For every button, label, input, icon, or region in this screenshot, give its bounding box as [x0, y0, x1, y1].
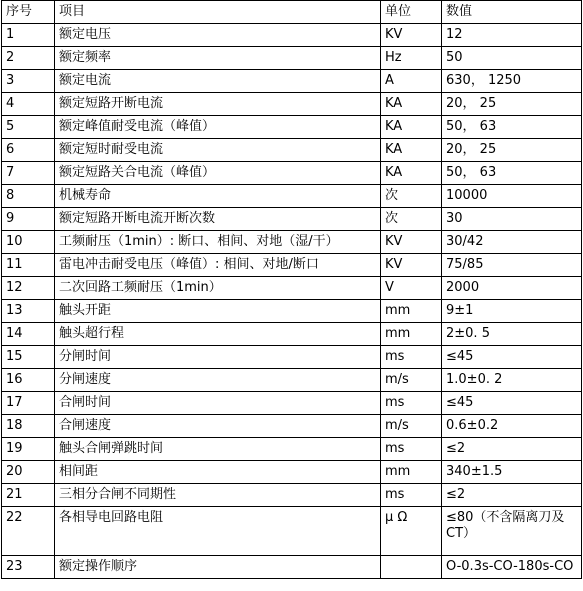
- cell-item: 额定操作顺序: [55, 556, 381, 579]
- table-row: [2, 139, 582, 162]
- cell-no: 21: [2, 484, 55, 507]
- cell-no: 2: [2, 47, 55, 70]
- table-row: [2, 369, 582, 392]
- cell-no: 17: [2, 392, 55, 415]
- cell-value: 630， 1250: [442, 70, 582, 93]
- table-row: [2, 461, 582, 484]
- cell-no: 3: [2, 70, 55, 93]
- cell-no: 1: [2, 24, 55, 47]
- cell-item: 额定电压: [55, 24, 381, 47]
- cell-unit: 次: [381, 208, 442, 231]
- cell-no: 11: [2, 254, 55, 277]
- header-row: [2, 1, 582, 24]
- cell-value: 30: [442, 208, 582, 231]
- cell-unit: ms: [381, 392, 442, 415]
- cell-unit: Hz: [381, 47, 442, 70]
- cell-item: 额定短路关合电流（峰值）: [55, 162, 381, 185]
- table-row: [2, 70, 582, 93]
- table-row: [2, 116, 582, 139]
- cell-item: 合闸时间: [55, 392, 381, 415]
- table-row: [2, 556, 582, 579]
- table-row: [2, 208, 582, 231]
- cell-unit: μ Ω: [381, 507, 442, 556]
- cell-unit: [381, 556, 442, 579]
- cell-no: 9: [2, 208, 55, 231]
- cell-unit: KV: [381, 231, 442, 254]
- cell-item: 雷电冲击耐受电压（峰值）: 相间、对地/断口: [55, 254, 381, 277]
- cell-value: 20， 25: [442, 93, 582, 116]
- cell-no: 4: [2, 93, 55, 116]
- cell-unit: KA: [381, 116, 442, 139]
- cell-unit: KV: [381, 24, 442, 47]
- cell-no: 20: [2, 461, 55, 484]
- header-unit: 单位: [381, 1, 442, 24]
- cell-item: 分闸时间: [55, 346, 381, 369]
- cell-value: 50， 63: [442, 116, 582, 139]
- cell-value: ≤2: [442, 438, 582, 461]
- spec-table: [1, 0, 582, 579]
- cell-item: 额定短路开断电流: [55, 93, 381, 116]
- table-row: [2, 24, 582, 47]
- cell-unit: mm: [381, 300, 442, 323]
- cell-item: 机械寿命: [55, 185, 381, 208]
- cell-no: 23: [2, 556, 55, 579]
- cell-value: 10000: [442, 185, 582, 208]
- cell-unit: 次: [381, 185, 442, 208]
- cell-no: 16: [2, 369, 55, 392]
- table-row: [2, 277, 582, 300]
- cell-unit: ms: [381, 346, 442, 369]
- cell-item: 触头合闸弹跳时间: [55, 438, 381, 461]
- cell-no: 8: [2, 185, 55, 208]
- cell-no: 6: [2, 139, 55, 162]
- cell-value: 0.6±0.2: [442, 415, 582, 438]
- cell-item: 二次回路工频耐压（1min）: [55, 277, 381, 300]
- cell-item: 触头开距: [55, 300, 381, 323]
- cell-no: 10: [2, 231, 55, 254]
- table-row: [2, 300, 582, 323]
- table-row: [2, 484, 582, 507]
- cell-value: 20， 25: [442, 139, 582, 162]
- cell-value: ≤45: [442, 346, 582, 369]
- cell-no: 13: [2, 300, 55, 323]
- table-row: [2, 392, 582, 415]
- cell-value: ≤45: [442, 392, 582, 415]
- cell-unit: m/s: [381, 369, 442, 392]
- cell-item: 额定电流: [55, 70, 381, 93]
- table-row: [2, 415, 582, 438]
- cell-item: 额定峰值耐受电流（峰值）: [55, 116, 381, 139]
- cell-unit: KA: [381, 93, 442, 116]
- cell-unit: KA: [381, 139, 442, 162]
- cell-no: 19: [2, 438, 55, 461]
- cell-value: 75/85: [442, 254, 582, 277]
- cell-unit: A: [381, 70, 442, 93]
- header-no: 序号: [2, 1, 55, 24]
- header-value: 数值: [442, 1, 582, 24]
- cell-unit: KV: [381, 254, 442, 277]
- table-row: [2, 507, 582, 556]
- cell-no: 12: [2, 277, 55, 300]
- cell-value: ≤2: [442, 484, 582, 507]
- table-row: [2, 162, 582, 185]
- cell-item: 工频耐压（1min）: 断口、相间、对地（湿/干）: [55, 231, 381, 254]
- table-row: [2, 254, 582, 277]
- cell-value: 50， 63: [442, 162, 582, 185]
- table-row: [2, 438, 582, 461]
- cell-value: 2000: [442, 277, 582, 300]
- cell-value: 1.0±0. 2: [442, 369, 582, 392]
- cell-value: 340±1.5: [442, 461, 582, 484]
- table-row: [2, 231, 582, 254]
- cell-no: 7: [2, 162, 55, 185]
- header-item: 项目: [55, 1, 381, 24]
- cell-unit: KA: [381, 162, 442, 185]
- table-row: [2, 47, 582, 70]
- cell-value: ≤80（不含隔离刀及 CT）: [442, 507, 582, 556]
- cell-item: 分闸速度: [55, 369, 381, 392]
- cell-value: 50: [442, 47, 582, 70]
- cell-item: 各相导电回路电阻: [55, 507, 381, 556]
- cell-value: 9±1: [442, 300, 582, 323]
- cell-item: 额定短路开断电流开断次数: [55, 208, 381, 231]
- table-row: [2, 93, 582, 116]
- cell-unit: ms: [381, 438, 442, 461]
- cell-no: 15: [2, 346, 55, 369]
- cell-unit: V: [381, 277, 442, 300]
- cell-item: 额定频率: [55, 47, 381, 70]
- table-row: [2, 346, 582, 369]
- cell-value: 2±0. 5: [442, 323, 582, 346]
- cell-no: 5: [2, 116, 55, 139]
- cell-no: 14: [2, 323, 55, 346]
- table-row: [2, 185, 582, 208]
- cell-value: 12: [442, 24, 582, 47]
- cell-unit: ms: [381, 484, 442, 507]
- table-row: [2, 323, 582, 346]
- cell-unit: m/s: [381, 415, 442, 438]
- cell-no: 18: [2, 415, 55, 438]
- cell-item: 额定短时耐受电流: [55, 139, 381, 162]
- cell-item: 合闸速度: [55, 415, 381, 438]
- cell-item: 触头超行程: [55, 323, 381, 346]
- cell-item: 三相分合闸不同期性: [55, 484, 381, 507]
- cell-item: 相间距: [55, 461, 381, 484]
- cell-unit: mm: [381, 323, 442, 346]
- cell-no: 22: [2, 507, 55, 556]
- cell-value: O-0.3s-CO-180s-CO: [442, 556, 582, 579]
- cell-unit: mm: [381, 461, 442, 484]
- cell-value: 30/42: [442, 231, 582, 254]
